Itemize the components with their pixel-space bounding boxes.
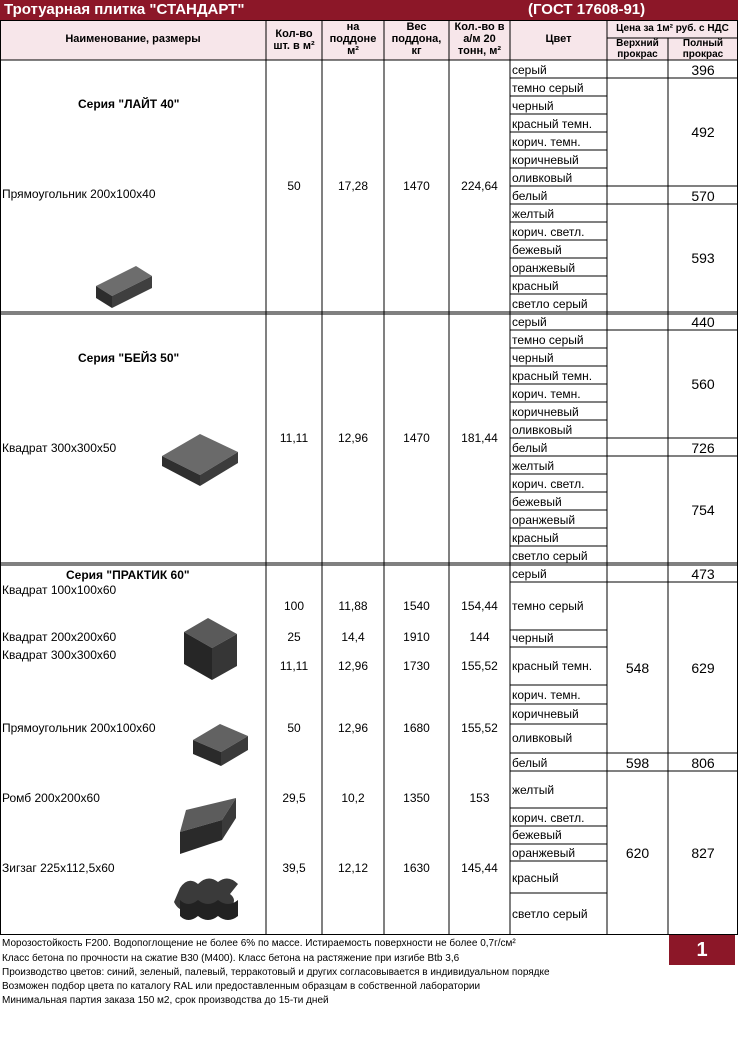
series-practic-title: Серия "ПРАКТИК 60" (66, 568, 190, 582)
color-item: темно серый (512, 81, 584, 95)
footer-note: Производство цветов: синий, зеленый, палевый, терракотовый и других согласовывается в индивидуальном порядке (2, 967, 550, 978)
pallet-value: 14,4 (341, 630, 365, 644)
header-pallet: на поддоне м² (329, 21, 377, 57)
pallet-value: 12,96 (337, 659, 369, 673)
qty-value: 50 (287, 179, 301, 193)
truck-value: 145,44 (461, 861, 498, 875)
color-item: красный (512, 871, 559, 885)
price-dark-top: 548 (625, 660, 650, 676)
header-name: Наименование, размеры (65, 33, 201, 45)
color-item: светло серый (512, 907, 588, 921)
color-item: корич. темн. (512, 688, 581, 702)
color-item: оливковый (512, 423, 573, 437)
weight-value: 1630 (403, 861, 430, 875)
price-white-full: 806 (691, 755, 715, 771)
color-item: бежевый (512, 495, 562, 509)
price-bright-top: 620 (625, 845, 650, 861)
color-item: корич. темн. (512, 135, 581, 149)
price-grey: 396 (691, 62, 715, 78)
header-full-color: Полный прокрас (682, 38, 724, 60)
header-truck: Кол.-во в а/м 20 тонн, м² (454, 21, 505, 57)
price-white-top: 598 (625, 755, 650, 771)
color-item: черный (512, 631, 554, 645)
color-item: оранжевый (512, 846, 576, 860)
price-bright: 754 (691, 502, 715, 518)
qty-value: 11,11 (279, 431, 309, 445)
title-bar (0, 0, 738, 20)
product-name: Квадрат 300х300х50 (2, 441, 117, 455)
price-white: 726 (691, 440, 715, 456)
color-item: бежевый (512, 828, 562, 842)
pallet-value: 12,96 (337, 431, 369, 445)
color-item: оранжевый (512, 513, 576, 527)
header-qty: Кол-во шт. в м² (273, 28, 315, 52)
price-grey: 473 (691, 566, 715, 582)
weight-value: 1540 (403, 599, 430, 613)
color-item: оранжевый (512, 261, 576, 275)
qty-value: 11,11 (279, 659, 309, 673)
tile-square-60-image (184, 618, 237, 680)
color-item: светло серый (512, 297, 588, 311)
product-name: Квадрат 200х200х60 (2, 630, 117, 644)
weight-value: 1680 (403, 721, 430, 735)
color-item: красный (512, 279, 559, 293)
price-dark: 560 (691, 376, 715, 392)
color-item: белый (512, 189, 548, 203)
product-name: Зигзаг 225х112,5х60 (2, 861, 115, 875)
qty-value: 100 (283, 599, 305, 613)
truck-value: 224,64 (461, 179, 498, 193)
series-base-title: Серия "БЕЙЗ 50" (78, 351, 180, 365)
weight-value: 1470 (403, 179, 430, 193)
price-grey: 440 (691, 314, 715, 330)
price-dark-full: 629 (691, 660, 715, 676)
color-item: темно серый (512, 599, 584, 613)
color-item: оливковый (512, 731, 573, 745)
color-item: корич. темн. (512, 387, 581, 401)
truck-value: 155,52 (461, 721, 498, 735)
color-item: желтый (512, 783, 555, 797)
truck-value: 144 (469, 630, 490, 644)
footer-note: Возможен подбор цвета по каталогу RAL или предоставленным образцам в собственной лаборатории (2, 981, 481, 992)
tile-zigzag-image (174, 878, 238, 920)
color-item: корич. светл. (512, 811, 585, 825)
qty-value: 50 (287, 721, 301, 735)
tile-square-50-image (162, 434, 238, 486)
color-item: черный (512, 351, 554, 365)
color-item: серый (512, 315, 547, 329)
page-number: 1 (669, 935, 735, 965)
header-top-color: Верхний прокрас (616, 38, 659, 60)
color-item: красный (512, 531, 559, 545)
color-item: коричневый (512, 153, 579, 167)
weight-value: 1910 (403, 630, 430, 644)
product-name: Прямоугольник 200х100х60 (2, 721, 156, 735)
color-item: черный (512, 99, 554, 113)
header-color: Цвет (545, 33, 572, 45)
gost-label: (ГОСТ 17608-91) (528, 1, 646, 18)
truck-value: 181,44 (461, 431, 498, 445)
color-item: светло серый (512, 549, 588, 563)
weight-value: 1350 (403, 791, 430, 805)
pallet-value: 12,12 (337, 861, 369, 875)
product-name: Квадрат 300х300х60 (2, 648, 117, 662)
color-item: корич. светл. (512, 225, 585, 239)
product-name: Квадрат 100х100х60 (2, 583, 117, 597)
color-item: белый (512, 441, 548, 455)
qty-value: 25 (287, 630, 301, 644)
page-title: Тротуарная плитка "СТАНДАРТ" (4, 1, 245, 18)
truck-value: 155,52 (461, 659, 498, 673)
qty-value: 39,5 (282, 861, 306, 875)
header-price: Цена за 1м² руб. с НДС (616, 23, 729, 34)
color-item: коричневый (512, 707, 579, 721)
qty-value: 29,5 (282, 791, 306, 805)
footer-note: Минимальная партия заказа 150 м2, срок производства до 15-ти дней (2, 995, 329, 1006)
color-item: корич. светл. (512, 477, 585, 491)
weight-value: 1470 (403, 431, 430, 445)
color-item: бежевый (512, 243, 562, 257)
color-item: оливковый (512, 171, 573, 185)
pallet-value: 17,28 (337, 179, 369, 193)
price-dark: 492 (691, 124, 715, 140)
tile-rect-40-image (96, 266, 152, 308)
color-item: серый (512, 567, 547, 581)
price-table (0, 20, 738, 935)
color-item: красный темн. (512, 369, 593, 383)
series-lite-title: Серия "ЛАЙТ 40" (78, 97, 180, 111)
header-weight: Вес поддона, кг (391, 21, 442, 57)
price-white: 570 (691, 188, 715, 204)
pallet-value: 12,96 (337, 721, 369, 735)
footer-note: Морозостойкость F200. Водопоглощение не более 6% по массе. Истираемость поверхности не более 0,7г/см² (2, 938, 516, 949)
price-bright-full: 827 (691, 845, 715, 861)
color-item: желтый (512, 207, 555, 221)
weight-value: 1730 (403, 659, 430, 673)
pallet-value: 11,88 (338, 599, 368, 613)
color-item: темно серый (512, 333, 584, 347)
truck-value: 153 (469, 791, 490, 805)
product-name: Ромб 200х200х60 (2, 791, 100, 805)
tile-rhomb-image (180, 798, 236, 854)
color-item: коричневый (512, 405, 579, 419)
price-bright: 593 (691, 250, 715, 266)
color-item: красный темн. (512, 659, 593, 673)
color-item: серый (512, 63, 547, 77)
color-item: желтый (512, 459, 555, 473)
tile-rect-60-image (193, 724, 248, 766)
truck-value: 154,44 (461, 599, 498, 613)
color-item: красный темн. (512, 117, 593, 131)
color-item: белый (512, 756, 548, 770)
pallet-value: 10,2 (341, 791, 365, 805)
product-name: Прямоугольник 200х100х40 (2, 187, 156, 201)
footer-note: Класс бетона по прочности на сжатие В30 (М400). Класс бетона на растяжение при изгибе Btb 3,6 (2, 953, 460, 964)
